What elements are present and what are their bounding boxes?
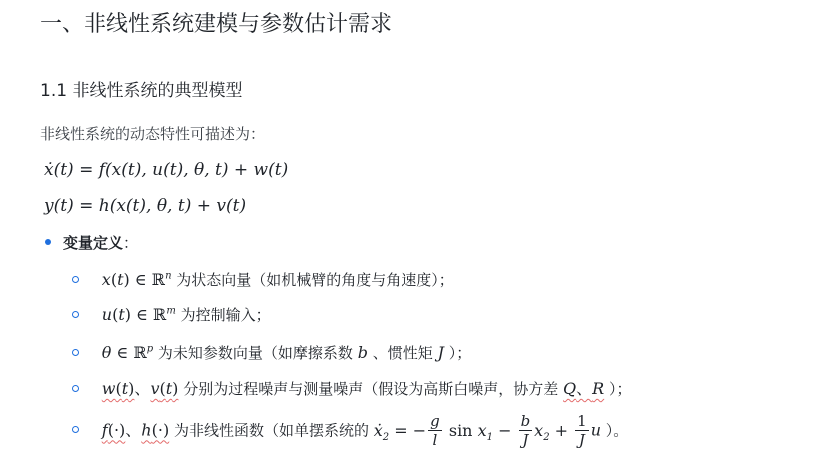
list-item-text-3: ）；: [448, 344, 472, 362]
list-item: [70, 302, 271, 328]
pendulum-x2-term: $x_2$ +: [534, 420, 574, 443]
subsection-title: 1.1 非线性系统的典型模型: [40, 81, 243, 101]
state-equation-text: ẋ(t) = f(x(t), u(t), θ, t) + w(t): [44, 160, 289, 180]
frac-1-over-J: $\frac{1}{J}$: [577, 412, 587, 449]
list-item: [70, 412, 628, 456]
variables-heading: 变量定义: [63, 234, 124, 252]
section-title: 一、非线性系统建模与参数估计需求: [40, 12, 393, 37]
pendulum-sin-term: $\sin x_1$ −: [443, 420, 517, 443]
functions-math: f(·)、h(·): [101, 420, 170, 440]
pendulum-equation-lhs: ẋ$_2$ = −: [373, 420, 427, 443]
list-item: [70, 340, 471, 366]
intro-paragraph: 非线性系统的动态特性可描述为：: [40, 125, 266, 143]
inertia-symbol: J: [437, 343, 444, 362]
pendulum-u-term: u: [590, 420, 602, 440]
list-item-text: 分别为过程噪声与测量噪声（假设为高斯白噪声，协方差: [183, 380, 559, 398]
list-item-text-2: ）；: [608, 380, 632, 398]
list-item: [70, 376, 631, 402]
list-item-text: 为未知参数向量（如摩擦系数: [157, 344, 353, 362]
circle-bullet-icon: [72, 385, 79, 392]
circle-bullet-icon: [72, 311, 79, 318]
noise-math: w(t)、v(t): [101, 379, 179, 398]
list-item-text: 为控制输入；: [180, 306, 271, 324]
circle-bullet-icon: [72, 276, 79, 283]
variables-colon: ：: [123, 234, 139, 252]
frac-b-over-J: $\frac{b}{J}$: [520, 412, 531, 449]
list-item-text-2: 、惯性矩: [372, 344, 433, 362]
list-item-text: 为非线性函数（如单摆系统的: [173, 421, 369, 440]
list-item-text: 为状态向量（如机械臂的角度与角速度）；: [176, 271, 454, 289]
friction-symbol: b: [357, 343, 368, 362]
list-item: [70, 267, 454, 293]
output-equation: [44, 193, 246, 219]
output-equation-text: y(t) = h(x(t), θ, t) + v(t): [44, 196, 247, 216]
covariance-math: Q、R: [563, 379, 605, 398]
param-vector-math: θ ∈ ℝ$^p$: [101, 343, 154, 362]
frac-g-over-l: $\frac{g}{l}$: [430, 412, 440, 449]
list-item-text-2: ）。: [605, 421, 629, 440]
circle-bullet-icon: [72, 349, 79, 356]
control-input-math: u(t) ∈ ℝ$^m$: [101, 305, 176, 324]
bullet-icon: [45, 239, 51, 245]
state-vector-math: x(t) ∈ ℝ$^n$: [101, 270, 172, 289]
state-equation: [44, 157, 288, 183]
circle-bullet-icon: [72, 426, 79, 433]
variables-bullet: [40, 230, 138, 256]
